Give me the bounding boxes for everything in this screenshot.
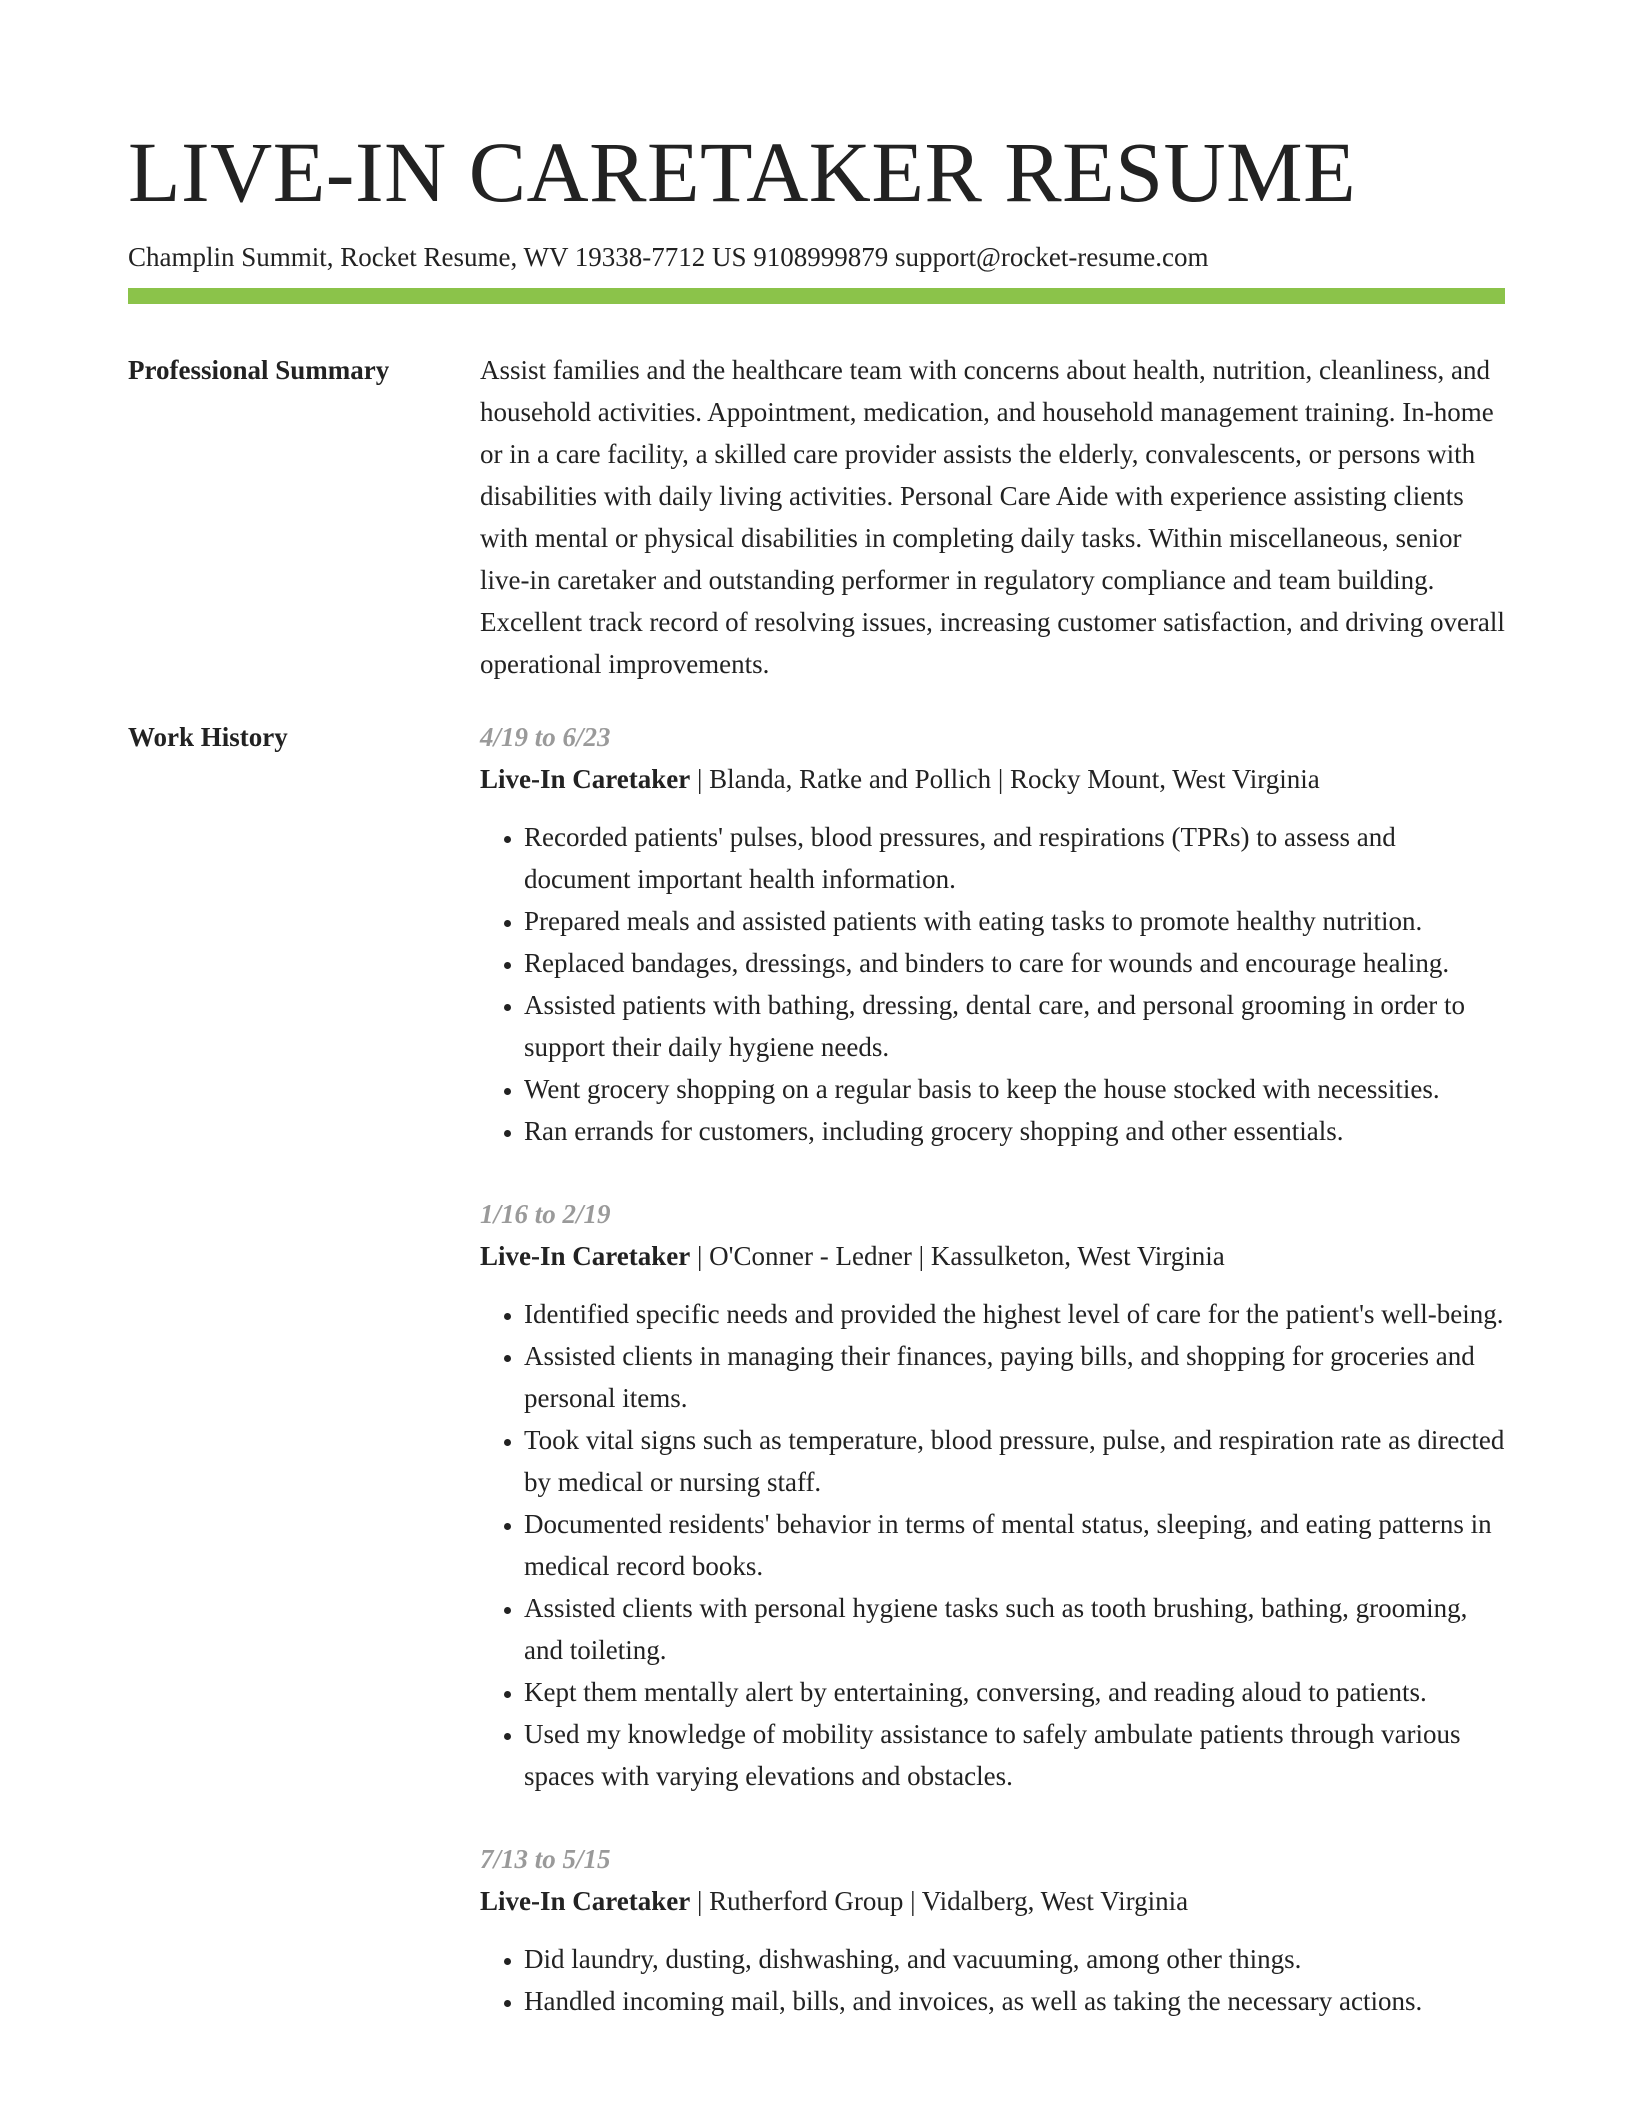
job-bullet: • Went grocery shopping on a regular basis to keep the house stocked with necessities. — [524, 1068, 1505, 1110]
job-entry — [480, 1193, 1505, 1797]
summary-body — [480, 349, 1505, 685]
job-heading — [480, 758, 1505, 800]
job-heading — [480, 1880, 1505, 1922]
work-history-section — [128, 716, 1505, 2063]
job-bullet: • Documented residents' behavior in terms of mental status, sleeping, and eating patterns in medical record books. — [524, 1503, 1505, 1587]
job-entry — [480, 716, 1505, 1152]
job-bullet-list — [480, 1938, 1505, 2022]
job-bullet-list — [480, 1293, 1505, 1797]
job-bullet: • Prepared meals and assisted patients with eating tasks to promote healthy nutrition. — [524, 900, 1505, 942]
contact-line: Champlin Summit, Rocket Resume, WV 19338-7712 US 9108999879 support@rocket-resume.com — [128, 242, 1209, 272]
resume-title: LIVE-IN CARETAKER RESUME — [128, 124, 1357, 220]
section-label-professional-summary: Professional Summary — [128, 355, 390, 385]
job-dates: 1/16 to 2/19 — [480, 1199, 611, 1229]
resume-page — [128, 0, 1505, 2063]
job-title: Live-In Caretaker — [480, 1241, 691, 1271]
job-bullet: • Used my knowledge of mobility assistance to safely ambulate patients through various spaces with varying elevations and obstacles. — [524, 1713, 1505, 1797]
job-bullet: • Identified specific needs and provided the highest level of care for the patient's well-being. — [524, 1293, 1505, 1335]
job-dates: 7/13 to 5/15 — [480, 1844, 611, 1874]
job-bullet: • Took vital signs such as temperature, blood pressure, pulse, and respiration rate as directed by medical or nursing staff. — [524, 1419, 1505, 1503]
professional-summary-section — [128, 349, 1505, 685]
job-employer-location: | Rutherford Group | Vidalberg, West Virginia — [690, 1886, 1189, 1916]
job-entry — [480, 1838, 1505, 2022]
summary-text: Assist families and the healthcare team with concerns about health, nutrition, cleanliness, and household activities. Appointment, medication, and household management training. In-home or in a care facility, a skilled care provider assists the elderly, convalescents, or persons with disabilities with daily living activities. Personal Care Aide with experience assisting clients with mental or physical disabilities in completing daily tasks. Within miscellaneous, senior live-in caretaker and outstanding performer in regulatory compliance and team building. Excellent track record of resolving issues, increasing customer satisfaction, and driving overall operational improvements. — [480, 355, 1505, 679]
job-employer-location: | O'Conner - Ledner | Kassulketon, West Virginia — [690, 1241, 1225, 1271]
job-bullet: • Assisted patients with bathing, dressing, dental care, and personal grooming in order to support their daily hygiene needs. — [524, 984, 1505, 1068]
job-bullet: • Handled incoming mail, bills, and invoices, as well as taking the necessary actions. — [524, 1980, 1505, 2022]
job-bullet: • Recorded patients' pulses, blood pressures, and respirations (TPRs) to assess and document important health information. — [524, 816, 1505, 900]
job-bullet: • Ran errands for customers, including grocery shopping and other essentials. — [524, 1110, 1505, 1152]
job-bullet: • Kept them mentally alert by entertaining, conversing, and reading aloud to patients. — [524, 1671, 1505, 1713]
job-title: Live-In Caretaker — [480, 1886, 691, 1916]
job-dates: 4/19 to 6/23 — [480, 722, 611, 752]
work-history-body — [480, 716, 1505, 2063]
job-bullet-list — [480, 816, 1505, 1152]
header-divider — [128, 288, 1505, 304]
section-label-work-history: Work History — [128, 722, 288, 752]
job-bullet: • Assisted clients with personal hygiene tasks such as tooth brushing, bathing, grooming, and toileting. — [524, 1587, 1505, 1671]
job-employer-location: | Blanda, Ratke and Pollich | Rocky Mount, West Virginia — [690, 764, 1320, 794]
job-bullet: • Assisted clients in managing their finances, paying bills, and shopping for groceries and personal items. — [524, 1335, 1505, 1419]
job-title: Live-In Caretaker — [480, 764, 691, 794]
job-bullet: • Replaced bandages, dressings, and binders to care for wounds and encourage healing. — [524, 942, 1505, 984]
job-heading — [480, 1235, 1505, 1277]
job-bullet: • Did laundry, dusting, dishwashing, and vacuuming, among other things. — [524, 1938, 1505, 1980]
